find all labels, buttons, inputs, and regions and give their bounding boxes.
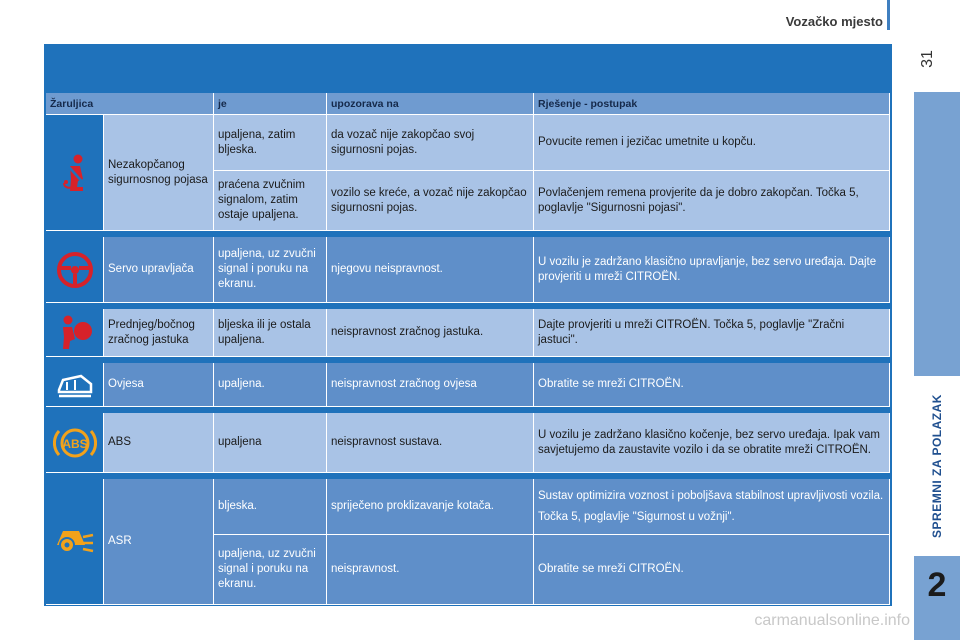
warns-cell: vozilo se kreće, a vozač nije zakopčao sigurnosni pojas.	[327, 171, 534, 231]
action-cell: Povucite remen i jezičac umetnite u kopču.	[534, 115, 890, 171]
action-cell: Obratite se mreži CITROËN.	[534, 535, 890, 605]
warns-cell: da vozač nije zakopčao svoj sigurnosni pojas.	[327, 115, 534, 171]
column-header-action: Rješenje - postupak	[534, 93, 890, 115]
state-cell: praćena zvučnim signalom, zatim ostaje upaljena.	[214, 171, 327, 231]
chapter-number: 2	[927, 566, 947, 604]
action-cell: U vozilu je zadržano klasično upravljanje, bez servo uređaja. Dajte provjeriti u mreži CITROËN.	[534, 237, 890, 303]
light-name: Nezakopčanog sigurnosnog pojasa	[104, 115, 214, 231]
icon-cell	[46, 363, 104, 407]
table-row	[46, 363, 890, 407]
abs-icon	[53, 423, 97, 463]
action-cell	[534, 479, 890, 535]
icon-cell	[46, 237, 104, 303]
chapter-label: SPREMNI ZA POLAZAK	[930, 394, 944, 538]
icon-cell	[46, 479, 104, 605]
column-header-light: Žaruljica	[46, 93, 214, 115]
table-row	[46, 237, 890, 303]
section-title: Vozačko mjesto	[785, 14, 883, 29]
state-cell: bljeska ili je ostala upaljena.	[214, 309, 327, 357]
warns-cell: neispravnost.	[327, 535, 534, 605]
action-line: Sustav optimizira voznost i poboljšava stabilnost upravljivosti vozila.	[538, 489, 884, 502]
action-cell: Dajte provjeriti u mreži CITROËN. Točka 5, poglavlje "Zračni jastuci".	[534, 309, 890, 357]
chapter-side-panel	[914, 92, 960, 640]
table-row	[46, 479, 890, 535]
column-header-warns: upozorava na	[327, 93, 534, 115]
state-cell: bljeska.	[214, 479, 327, 535]
warns-cell: neispravnost zračnog jastuka.	[327, 309, 534, 357]
state-cell: upaljena, uz zvučni signal i poruku na ekranu.	[214, 535, 327, 605]
table-row	[46, 115, 890, 171]
action-cell: U vozilu je zadržano klasično kočenje, bez servo uređaja. Ipak vam savjetujemo da zaustavite vozilo i da se obratite mreži CITROËN.	[534, 413, 890, 473]
warns-cell: njegovu neispravnost.	[327, 237, 534, 303]
state-cell: upaljena, uz zvučni signal i poruku na ekranu.	[214, 237, 327, 303]
light-name: ABS	[104, 413, 214, 473]
table-row	[46, 309, 890, 357]
watermark: carmanualsonline.info	[754, 612, 910, 629]
seatbelt-warning-icon	[58, 153, 92, 193]
warning-lights-table	[46, 93, 890, 605]
table-header-row	[46, 93, 890, 115]
warns-cell: spriječeno proklizavanje kotača.	[327, 479, 534, 535]
light-name: Ovjesa	[104, 363, 214, 407]
steering-wheel-icon	[55, 250, 95, 290]
state-cell: upaljena.	[214, 363, 327, 407]
warns-cell: neispravnost zračnog ovjesa	[327, 363, 534, 407]
state-cell: upaljena	[214, 413, 327, 473]
warns-cell: neispravnost sustava.	[327, 413, 534, 473]
action-cell: Povlačenjem remena provjerite da je dobro zakopčan. Točka 5, poglavlje "Sigurnosni pojasi".	[534, 171, 890, 231]
icon-cell	[46, 309, 104, 357]
icon-cell	[46, 115, 104, 231]
state-cell: upaljena, zatim bljeska.	[214, 115, 327, 171]
airbag-icon	[55, 313, 95, 353]
svg-text:ABS: ABS	[61, 436, 88, 451]
page-number: 31	[919, 50, 936, 68]
light-name: Prednjeg/bočnog zračnog jastuka	[104, 309, 214, 357]
light-name: ASR	[104, 479, 214, 605]
light-name: Servo upravljača	[104, 237, 214, 303]
table-row	[46, 413, 890, 473]
warning-lights-panel	[44, 44, 892, 606]
action-cell: Obratite se mreži CITROËN.	[534, 363, 890, 407]
suspension-icon	[55, 370, 95, 400]
header-rule	[887, 0, 890, 30]
column-header-state: je	[214, 93, 327, 115]
icon-cell	[46, 413, 104, 473]
asr-icon	[53, 525, 97, 559]
action-line: Točka 5, poglavlje "Sigurnost u vožnji".	[538, 510, 735, 523]
